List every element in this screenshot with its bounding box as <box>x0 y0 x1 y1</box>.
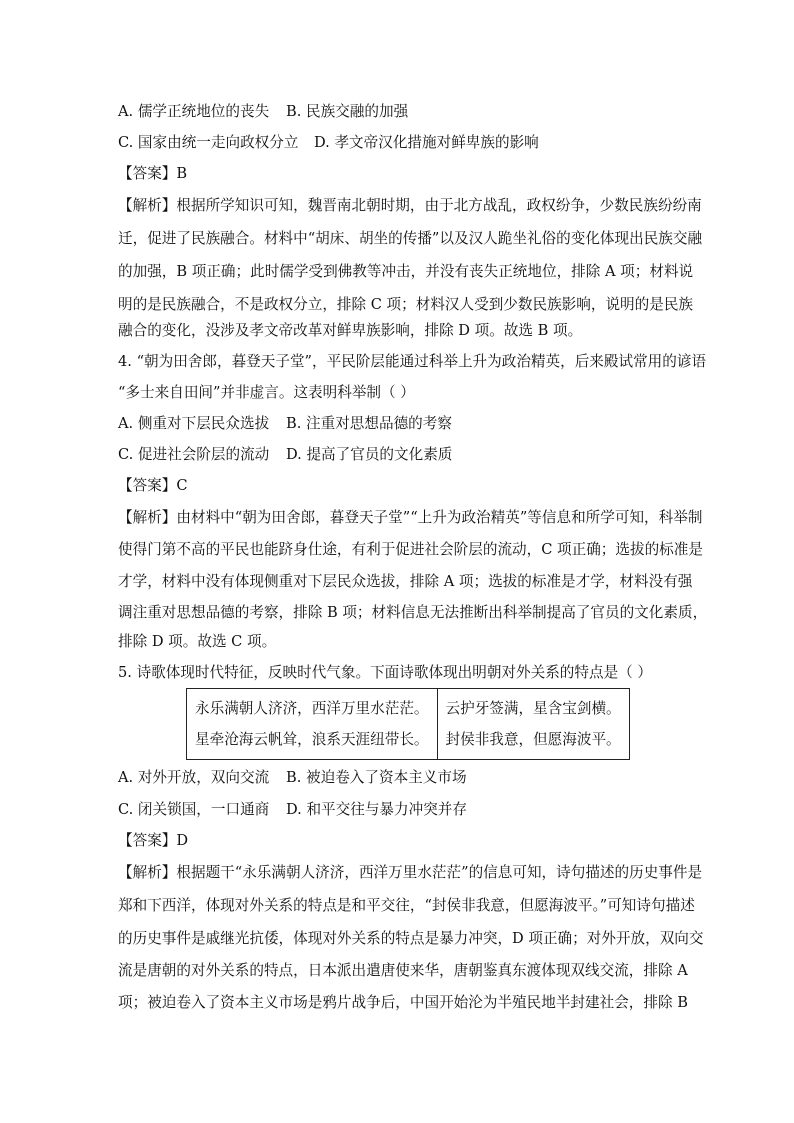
q3-answer: 【答案】B <box>118 165 188 182</box>
poem-line: 云护牙签满，星含宝剑横。 <box>445 700 621 717</box>
q3-analysis-line: 融合的变化，没涉及孝文帝改革对鲜卑族影响，排除 D 项。故选 B 项。 <box>118 322 583 339</box>
q3-option-a: A. 儒学正统地位的丧失 <box>118 103 270 120</box>
q5-option-d: D. 和平交往与暴力冲突并存 <box>286 801 467 818</box>
q5-analysis-line: 郑和下西洋，体现对外关系的特点是和平交往，“封侯非我意，但愿海波平。”可知诗句描述 <box>118 897 695 914</box>
poem-line: 封侯非我意，但愿海波平。 <box>445 731 621 748</box>
q4-option-d: D. 提高了官员的文化素质 <box>286 446 453 463</box>
q3-option-b: B. 民族交融的加强 <box>286 103 409 120</box>
q4-option-a: A. 侧重对下层民众选拔 <box>118 415 270 432</box>
q5-analysis-line: 【解析】根据题干“永乐满朝人济济，西洋万里水茫茫”的信息可知，诗句描述的历史事件是 <box>118 864 703 881</box>
poem-left-cell <box>187 689 438 760</box>
q5-stem: 5. 诗歌体现时代特征，反映时代气象。下面诗歌体现出明朝对外关系的特点是（ ） <box>118 664 652 681</box>
q3-analysis-line: 明的是民族融合，不是政权分立，排除 C 项；材料汉人受到少数民族影响，说明的是民族 <box>118 296 694 313</box>
q3-analysis-line: 迁，促进了民族融合。材料中“胡床、胡坐的传播”以及汉人跪坐礼俗的变化体现出民族交融 <box>118 230 703 247</box>
q3-analysis-line: 【解析】根据所学知识可知，魏晋南北朝时期，由于北方战乱，政权纷争，少数民族纷纷南 <box>118 197 702 214</box>
q4-analysis-line: 排除 D 项。故选 C 项。 <box>118 633 277 650</box>
q4-answer: 【答案】C <box>118 477 188 494</box>
q5-analysis-line: 的历史事件是戚继光抗倭，体现对外关系的特点是暴力冲突，D 项正确；对外开放，双向交 <box>118 930 704 947</box>
q5-option-c: C. 闭关锁国，一口通商 <box>118 801 270 818</box>
q5-analysis-line: 流是唐朝的对外关系的特点，日本派出遣唐使来华，唐朝鉴真东渡体现双线交流，排除 A <box>118 962 688 979</box>
q4-option-c: C. 促进社会阶层的流动 <box>118 446 270 463</box>
q5-option-b: B. 被迫卷入了资本主义市场 <box>286 769 467 786</box>
q5-analysis-line: 项；被迫卷入了资本主义市场是鸦片战争后，中国开始沦为半殖民地半封建社会，排除 B <box>118 994 688 1011</box>
poem-right-cell <box>437 689 629 760</box>
q4-stem-line: “多士来自田间”并非虚言。这表明科举制（ ） <box>118 384 415 401</box>
poem-line: 永乐满朝人济济，西洋万里水茫茫。 <box>195 700 429 717</box>
q4-analysis-line: 【解析】由材料中“朝为田舍郎，暮登天子堂”“上升为政治精英”等信息和所学可知，科举制 <box>118 509 703 526</box>
q4-stem-line: 4. “朝为田舍郎，暮登天子堂”，平民阶层能通过科举上升为政治精英，后来殿试常用的谚语 <box>118 353 707 370</box>
q4-option-b: B. 注重对思想品德的考察 <box>286 415 452 432</box>
poem-line: 星牵沧海云帆耸，浪系天涯纽带长。 <box>195 731 429 748</box>
q5-option-a: A. 对外开放，双向交流 <box>118 769 270 786</box>
q4-analysis-line: 调注重对思想品德的考察，排除 B 项；材料信息无法推断出科举制提高了官员的文化素质， <box>118 604 708 621</box>
q3-option-d: D. 孝文帝汉化措施对鲜卑族的影响 <box>314 134 539 151</box>
q3-option-c: C. 国家由统一走向政权分立 <box>118 134 299 151</box>
q4-analysis-line: 才学，材料中没有体现侧重对下层民众选拔，排除 A 项；选拔的标准是才学，材料没有强 <box>118 573 693 590</box>
poem-table <box>186 688 630 760</box>
q3-analysis-line: 的加强，B 项正确；此时儒学受到佛教等冲击，并没有丧失正统地位，排除 A 项；材料说 <box>118 263 694 280</box>
q4-analysis-line: 使得门第不高的平民也能跻身仕途，有利于促进社会阶层的流动，C 项正确；选拔的标准是 <box>118 541 703 558</box>
q5-answer: 【答案】D <box>118 832 189 849</box>
